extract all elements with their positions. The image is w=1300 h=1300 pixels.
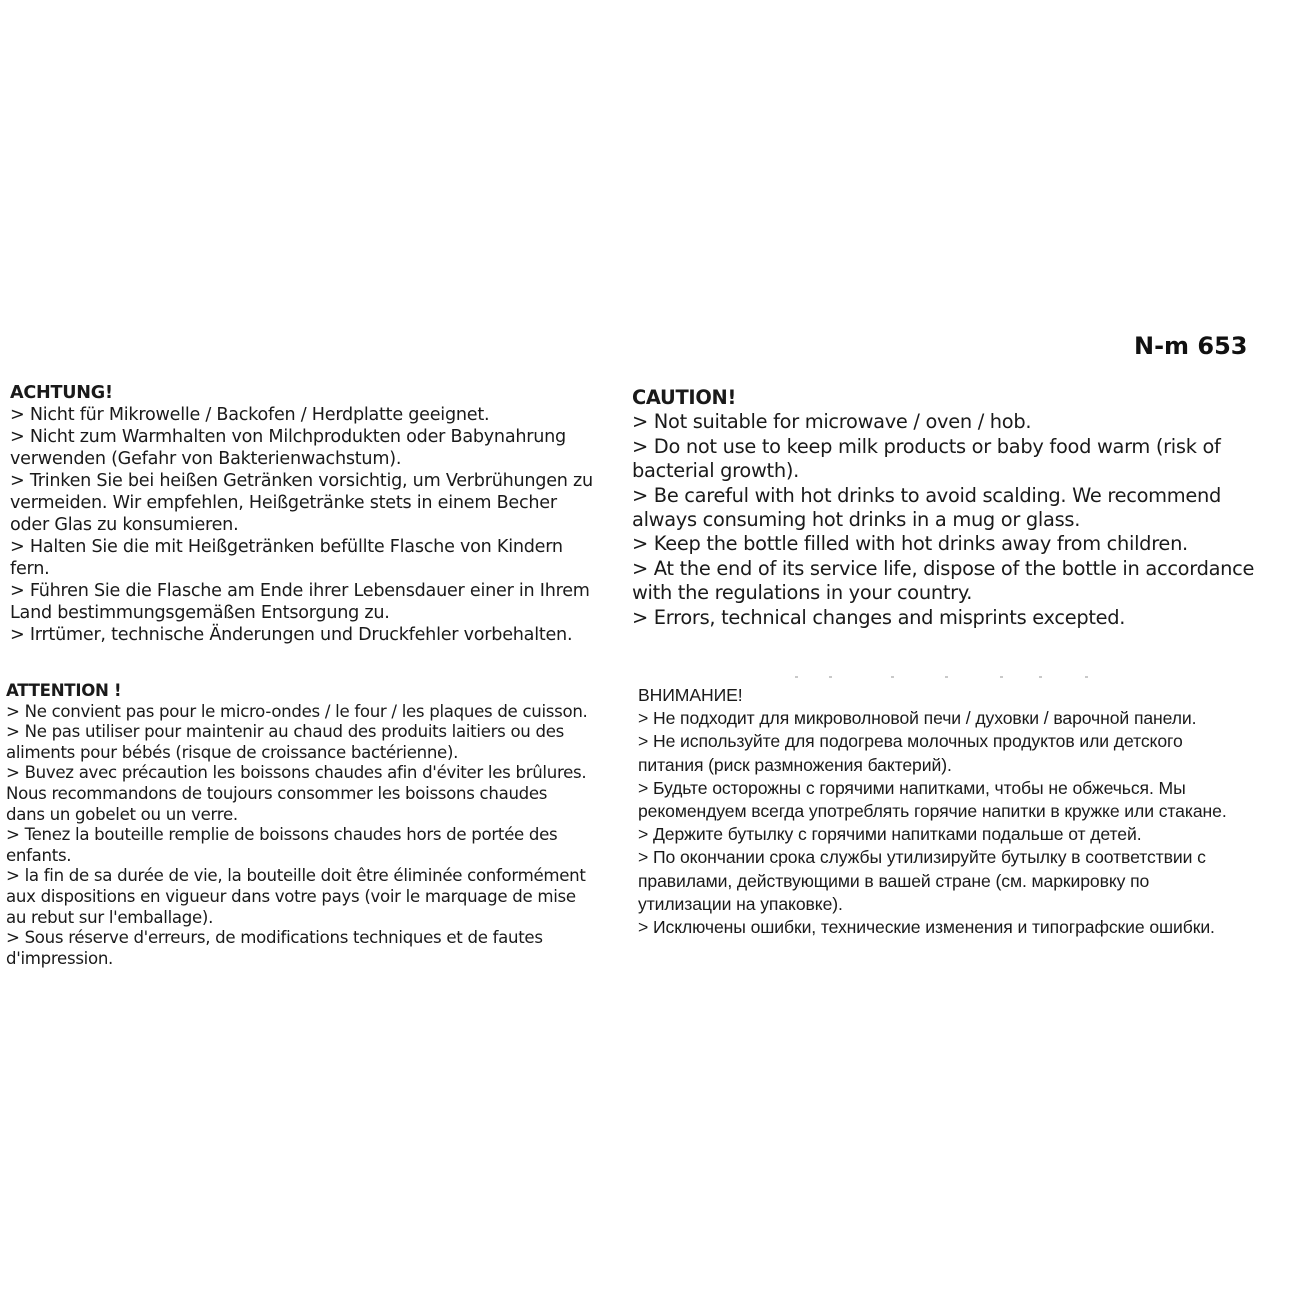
warning-line: aux dispositions en vigueur dans votre pays (voir le marquage de mise [6,886,576,906]
warning-line: > Исключены ошибки, технические изменения и типографские ошибки. [638,917,1215,938]
warning-line: with the regulations in your country. [632,581,973,605]
warning-line: bacterial growth). [632,459,799,483]
warning-line: > Ne pas utiliser pour maintenir au chaud des produits laitiers ou des [6,722,564,742]
warning-line: > Ne convient pas pour le micro-ondes / le four / les plaques de cuisson. [6,701,588,721]
warning-line: правилами, действующими в вашей стране (см. маркировку по [638,870,1150,891]
warning-line: > Не подходит для микроволновой печи / духовки / варочной панели. [638,708,1197,729]
scan-speck [891,676,894,678]
warning-line: > Keep the bottle filled with hot drinks away from children. [632,532,1188,556]
warning-line: aliments pour bébés (risque de croissance bactérienne). [6,742,459,762]
warning-block-russian [638,684,1227,939]
warning-line: > Trinken Sie bei heißen Getränken vorsichtig, um Verbrühungen zu [10,471,593,491]
warning-line: Land bestimmungsgemäßen Entsorgung zu. [10,603,390,623]
warning-line: > la fin de sa durée de vie, la bouteille doit être éliminée conformément [6,866,586,886]
warning-line: > Не используйте для подогрева молочных продуктов или детского [638,731,1183,752]
warning-line: > По окончании срока службы утилизируйте бутылку в соответствии с [638,847,1206,868]
warning-heading-french: ATTENTION ! [6,681,122,700]
warning-line: утилизации на упаковке). [638,893,843,914]
warning-line: рекомендуем всегда употреблять горячие напитки в кружке или стакане. [638,801,1227,822]
warning-line: > At the end of its service life, dispose of the bottle in accordance [632,556,1255,580]
warning-line: > Errors, technical changes and misprints excepted. [632,605,1126,629]
warning-line: > Be careful with hot drinks to avoid scalding. We recommend [632,483,1221,507]
warning-heading-russian: ВНИМАНИЕ! [638,685,743,705]
warning-heading-german: ACHTUNG! [10,383,113,403]
warning-line: > Führen Sie die Flasche am Ende ihrer Lebensdauer einer in Ihrem [10,581,590,601]
warning-line: питания (риск размножения бактерий). [638,754,952,775]
warning-line: verwenden (Gefahr von Bakterienwachstum). [10,449,402,469]
warning-line: > Nicht zum Warmhalten von Milchprodukten oder Babynahrung [10,427,566,447]
warning-line: Nous recommandons de toujours consommer les boissons chaudes [6,783,548,803]
warning-line: dans un gobelet ou un verre. [6,804,238,824]
warning-line: > Do not use to keep milk products or baby food warm (risk of [632,434,1221,458]
warning-block-german [10,382,593,646]
scan-speck [1085,676,1088,678]
warning-line: > Tenez la bouteille remplie de boissons chaudes hors de portée des [6,825,558,845]
warning-line: > Halten Sie die mit Heißgetränken befüllte Flasche von Kindern [10,537,563,557]
warning-line: > Buvez avec précaution les boissons chaudes afin d'éviter les brûlures. [6,763,587,783]
warning-line: d'impression. [6,948,114,968]
scan-speck [1039,676,1042,678]
scan-specks [795,676,1095,680]
warning-line: > Irrtümer, technische Änderungen und Druckfehler vorbehalten. [10,625,573,645]
warning-line: vermeiden. Wir empfehlen, Heißgetränke stets in einem Becher [10,493,557,513]
warning-line: > Будьте осторожны с горячими напитками, чтобы не обжечься. Мы [638,777,1186,798]
scan-speck [795,676,798,678]
warning-line: fern. [10,559,50,579]
scan-speck [829,676,832,678]
scan-speck [945,676,948,678]
warning-block-french [6,681,588,969]
warning-line: oder Glas zu konsumieren. [10,515,239,535]
warning-line: > Держите бутылку с горячими напитками подальше от детей. [638,824,1142,845]
warning-line: enfants. [6,845,72,865]
warning-block-english [632,386,1254,630]
warning-line: au rebut sur l'emballage). [6,907,214,927]
model-code: N-m 653 [1134,332,1248,360]
warning-line: > Not suitable for microwave / oven / hob. [632,410,1032,434]
warning-line: > Nicht für Mikrowelle / Backofen / Herdplatte geeignet. [10,405,490,425]
scan-speck [1000,676,1003,678]
warning-heading-english: CAUTION! [632,386,736,409]
warning-line: always consuming hot drinks in a mug or glass. [632,508,1081,532]
warning-line: > Sous réserve d'erreurs, de modifications techniques et de fautes [6,928,543,948]
